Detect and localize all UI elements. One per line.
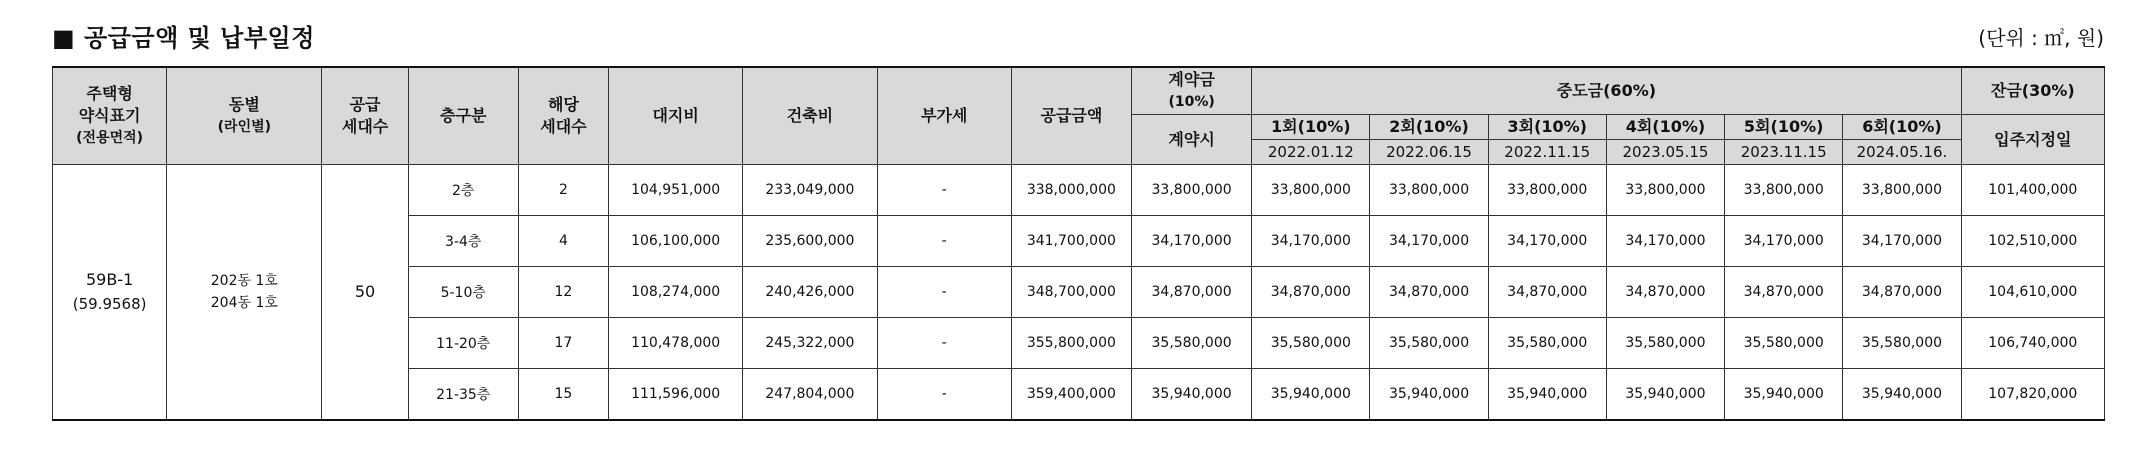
cell-balance: 102,510,000 xyxy=(1961,216,2104,267)
header-installment-4-date: 2023.05.15 xyxy=(1606,140,1724,165)
payment-schedule-table xyxy=(52,66,2105,421)
cell-deposit: 33,800,000 xyxy=(1131,165,1251,216)
cell-installment-1: 33,800,000 xyxy=(1252,165,1370,216)
header-floor: 층구분 xyxy=(408,67,518,165)
cell-installment-6: 33,800,000 xyxy=(1843,165,1961,216)
header-installment-3-date: 2022.11.15 xyxy=(1488,140,1606,165)
header-installment-6: 6회(10%) xyxy=(1843,115,1961,140)
cell-households: 12 xyxy=(518,267,608,318)
header-households xyxy=(518,67,608,165)
cell-amount: 338,000,000 xyxy=(1011,165,1131,216)
header-deposit-line1: 계약금 xyxy=(1168,70,1215,89)
header-housing-type xyxy=(53,67,167,165)
dong-line2: 204동 1호 xyxy=(210,295,278,311)
cell-amount: 359,400,000 xyxy=(1011,369,1131,421)
cell-vat: - xyxy=(877,216,1011,267)
header-installment-2: 2회(10%) xyxy=(1370,115,1488,140)
housing-type-area: (59.9568) xyxy=(72,295,147,313)
cell-installment-1: 34,170,000 xyxy=(1252,216,1370,267)
cell-installment-1: 35,940,000 xyxy=(1252,369,1370,421)
header-households-line1: 해당 xyxy=(547,95,579,114)
cell-installment-4: 34,170,000 xyxy=(1606,216,1724,267)
cell-vat: - xyxy=(877,369,1011,421)
header-deposit-when: 계약시 xyxy=(1131,115,1251,165)
cell-floor: 2층 xyxy=(408,165,518,216)
cell-housing-type xyxy=(53,165,167,421)
cell-installment-3: 35,940,000 xyxy=(1488,369,1606,421)
table-row xyxy=(53,165,2105,216)
header-type-line2: 약식표기 xyxy=(78,106,141,125)
cell-deposit: 35,940,000 xyxy=(1131,369,1251,421)
header-balance-when: 입주지정일 xyxy=(1961,115,2104,165)
header-supply-units xyxy=(322,67,408,165)
header-vat: 부가세 xyxy=(877,67,1011,165)
header-deposit-line2: (10%) xyxy=(1168,94,1215,110)
cell-amount: 355,800,000 xyxy=(1011,318,1131,369)
cell-installment-4: 35,940,000 xyxy=(1606,369,1724,421)
cell-installment-4: 34,870,000 xyxy=(1606,267,1724,318)
cell-building: 235,600,000 xyxy=(743,216,877,267)
cell-building: 233,049,000 xyxy=(743,165,877,216)
header-type-line1: 주택형 xyxy=(86,84,133,103)
cell-installment-2: 33,800,000 xyxy=(1370,165,1488,216)
cell-installment-5: 35,580,000 xyxy=(1725,318,1843,369)
cell-land: 111,596,000 xyxy=(609,369,743,421)
cell-land: 110,478,000 xyxy=(609,318,743,369)
cell-vat: - xyxy=(877,318,1011,369)
header-type-line3: (전용면적) xyxy=(76,130,144,146)
header-supply-line2: 세대수 xyxy=(341,117,389,136)
cell-households: 4 xyxy=(518,216,608,267)
cell-building: 240,426,000 xyxy=(743,267,877,318)
cell-households: 17 xyxy=(518,318,608,369)
cell-floor: 11-20층 xyxy=(408,318,518,369)
cell-installment-2: 35,580,000 xyxy=(1370,318,1488,369)
cell-deposit: 35,580,000 xyxy=(1131,318,1251,369)
cell-supply-units: 50 xyxy=(322,165,408,421)
header-installment-1-date: 2022.01.12 xyxy=(1252,140,1370,165)
dong-line1: 202동 1호 xyxy=(210,273,278,289)
cell-installment-6: 35,940,000 xyxy=(1843,369,1961,421)
cell-land: 104,951,000 xyxy=(609,165,743,216)
unit-note: (단위 : ㎡, 원) xyxy=(1978,26,2104,50)
header-installment-6-date: 2024.05.16. xyxy=(1843,140,1961,165)
cell-installment-4: 35,580,000 xyxy=(1606,318,1724,369)
header-land-cost: 대지비 xyxy=(609,67,743,165)
header-supply-amount: 공급금액 xyxy=(1011,67,1131,165)
header-installment-4: 4회(10%) xyxy=(1606,115,1724,140)
cell-building: 247,804,000 xyxy=(743,369,877,421)
cell-households: 2 xyxy=(518,165,608,216)
header-installment-1: 1회(10%) xyxy=(1252,115,1370,140)
cell-building: 245,322,000 xyxy=(743,318,877,369)
cell-households: 15 xyxy=(518,369,608,421)
cell-amount: 348,700,000 xyxy=(1011,267,1131,318)
cell-dong xyxy=(167,165,322,421)
cell-installment-3: 34,170,000 xyxy=(1488,216,1606,267)
cell-installment-3: 35,580,000 xyxy=(1488,318,1606,369)
cell-installment-1: 35,580,000 xyxy=(1252,318,1370,369)
cell-floor: 5-10층 xyxy=(408,267,518,318)
header-dong-line1: 동별 xyxy=(228,95,260,114)
cell-balance: 104,610,000 xyxy=(1961,267,2104,318)
cell-vat: - xyxy=(877,267,1011,318)
cell-installment-5: 33,800,000 xyxy=(1725,165,1843,216)
cell-installment-5: 35,940,000 xyxy=(1725,369,1843,421)
header-households-line2: 세대수 xyxy=(540,117,587,136)
cell-balance: 106,740,000 xyxy=(1961,318,2104,369)
cell-installment-2: 35,940,000 xyxy=(1370,369,1488,421)
header-supply-line1: 공급 xyxy=(349,95,381,114)
header-installment-3: 3회(10%) xyxy=(1488,115,1606,140)
header-dong xyxy=(167,67,322,165)
header-installment-2-date: 2022.06.15 xyxy=(1370,140,1488,165)
cell-vat: - xyxy=(877,165,1011,216)
header-middle-payment: 중도금(60%) xyxy=(1252,67,1961,115)
header-dong-line2: (라인별) xyxy=(217,119,272,135)
header-installment-5: 5회(10%) xyxy=(1725,115,1843,140)
cell-floor: 3-4층 xyxy=(408,216,518,267)
cell-installment-5: 34,170,000 xyxy=(1725,216,1843,267)
cell-installment-4: 33,800,000 xyxy=(1606,165,1724,216)
cell-floor: 21-35층 xyxy=(408,369,518,421)
header-deposit xyxy=(1131,67,1251,115)
cell-balance: 101,400,000 xyxy=(1961,165,2104,216)
cell-land: 108,274,000 xyxy=(609,267,743,318)
cell-installment-3: 33,800,000 xyxy=(1488,165,1606,216)
cell-amount: 341,700,000 xyxy=(1011,216,1131,267)
header-balance: 잔금(30%) xyxy=(1961,67,2104,115)
cell-land: 106,100,000 xyxy=(609,216,743,267)
cell-deposit: 34,170,000 xyxy=(1131,216,1251,267)
cell-deposit: 34,870,000 xyxy=(1131,267,1251,318)
header-installment-5-date: 2023.11.15 xyxy=(1725,140,1843,165)
cell-installment-2: 34,170,000 xyxy=(1370,216,1488,267)
housing-type-code: 59B-1 xyxy=(85,270,134,289)
cell-installment-6: 34,170,000 xyxy=(1843,216,1961,267)
cell-installment-3: 34,870,000 xyxy=(1488,267,1606,318)
cell-installment-6: 35,580,000 xyxy=(1843,318,1961,369)
cell-installment-6: 34,870,000 xyxy=(1843,267,1961,318)
cell-balance: 107,820,000 xyxy=(1961,369,2104,421)
cell-installment-5: 34,870,000 xyxy=(1725,267,1843,318)
cell-installment-1: 34,870,000 xyxy=(1252,267,1370,318)
page-title: ■ 공급금액 및 납부일정 xyxy=(52,24,315,52)
cell-installment-2: 34,870,000 xyxy=(1370,267,1488,318)
header-building-cost: 건축비 xyxy=(743,67,877,165)
